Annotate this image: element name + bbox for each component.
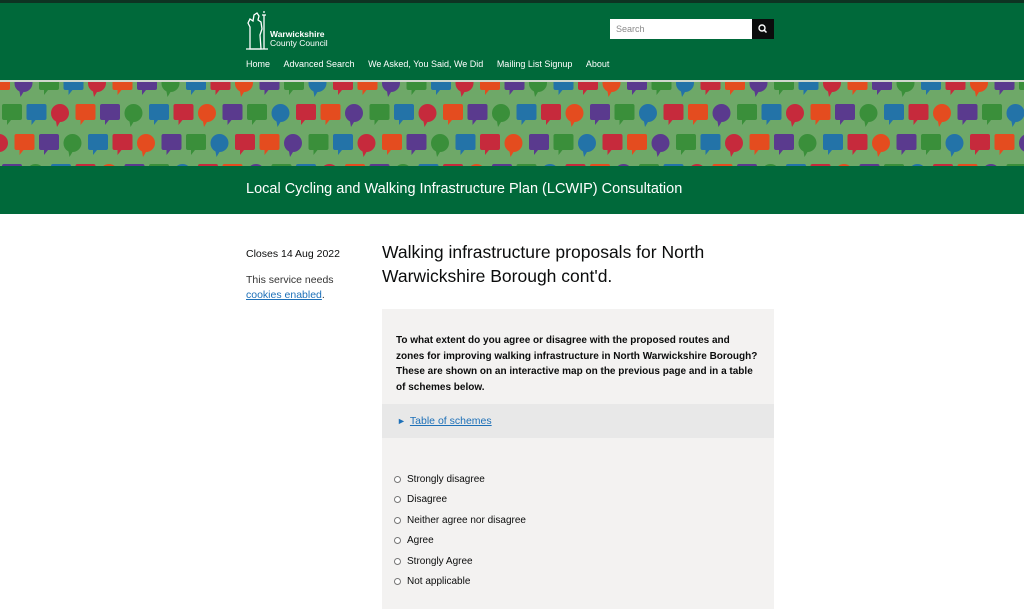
- sidebar: [246, 248, 356, 303]
- cookie-notice: [246, 273, 356, 303]
- closing-date: Closes 14 Aug 2022: [246, 248, 356, 260]
- option-label: Agree: [407, 535, 434, 546]
- search-icon: [752, 19, 774, 39]
- nav-home[interactable]: Home: [246, 59, 270, 69]
- speech-bubbles-pattern: [0, 82, 1024, 166]
- search-button[interactable]: [752, 19, 774, 39]
- agreement-options: [394, 469, 526, 592]
- option-agree[interactable]: [394, 531, 526, 552]
- option-label: Not applicable: [407, 576, 470, 587]
- question-panel: [382, 309, 774, 609]
- logo-line-1: Warwickshire: [270, 30, 328, 39]
- consultation-title-bar: [0, 166, 1024, 214]
- cookie-end: .: [322, 289, 325, 301]
- disclosure-arrow-icon: ►: [397, 416, 406, 426]
- radio-button[interactable]: [394, 496, 401, 503]
- nav-about[interactable]: About: [586, 59, 610, 69]
- warwickshire-logo[interactable]: [244, 9, 344, 51]
- table-of-schemes-label: Table of schemes: [410, 415, 492, 427]
- speech-bubble-banner: [0, 80, 1024, 166]
- logo-line-2: County Council: [270, 39, 328, 48]
- question-text: To what extent do you agree or disagree with the proposed routes and zones for improving walking infrastructure in North Warwickshire Borough? These are shown on an interactive map on the previous page and in a table of schemes below.: [396, 333, 758, 395]
- radio-button[interactable]: [394, 476, 401, 483]
- site-header: [0, 0, 1024, 80]
- radio-button[interactable]: [394, 517, 401, 524]
- search-input[interactable]: [610, 19, 752, 39]
- option-not-applicable[interactable]: [394, 572, 526, 593]
- table-of-schemes-details: [382, 404, 774, 438]
- option-disagree[interactable]: [394, 490, 526, 511]
- bear-and-staff-icon: [244, 9, 270, 51]
- option-label: Disagree: [407, 494, 447, 505]
- cookie-text: This service needs: [246, 274, 334, 286]
- nav-we-asked[interactable]: We Asked, You Said, We Did: [368, 59, 483, 69]
- logo-text: [270, 30, 328, 48]
- page-title: Walking infrastructure proposals for North Warwickshire Borough cont'd.: [382, 240, 782, 288]
- nav-mailing-list[interactable]: Mailing List Signup: [497, 59, 573, 69]
- option-label: Neither agree nor disagree: [407, 515, 526, 526]
- radio-button[interactable]: [394, 558, 401, 565]
- option-strongly-disagree[interactable]: [394, 469, 526, 490]
- cookies-link[interactable]: cookies enabled: [246, 289, 322, 301]
- radio-button[interactable]: [394, 578, 401, 585]
- radio-button[interactable]: [394, 537, 401, 544]
- search-form: [610, 19, 774, 39]
- nav-advanced-search[interactable]: Advanced Search: [284, 59, 355, 69]
- option-label: Strongly disagree: [407, 474, 485, 485]
- table-of-schemes-toggle[interactable]: [397, 415, 492, 427]
- option-neither[interactable]: [394, 510, 526, 531]
- consultation-title: Local Cycling and Walking Infrastructure Plan (LCWIP) Consultation: [246, 181, 682, 197]
- option-label: Strongly Agree: [407, 556, 473, 567]
- option-strongly-agree[interactable]: [394, 551, 526, 572]
- main-navigation: [246, 59, 623, 69]
